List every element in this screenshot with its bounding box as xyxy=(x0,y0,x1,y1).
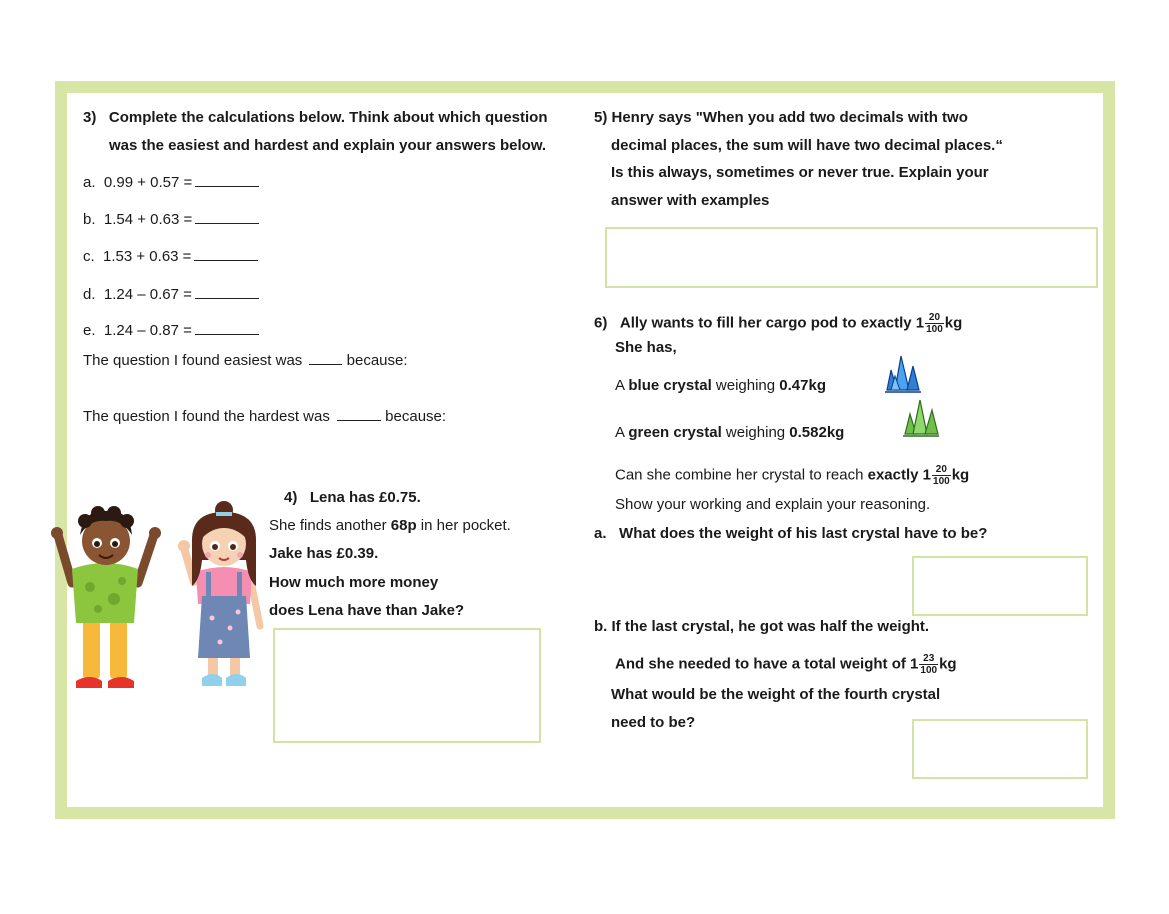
fraction: $\frac{20}{100}$ xyxy=(933,464,950,487)
answer-blank[interactable] xyxy=(337,406,381,421)
answer-blank[interactable] xyxy=(195,209,259,224)
q3-item-b: b. 1.54 + 0.63 = xyxy=(83,209,259,229)
q3-line1: 3) Complete the calculations below. Think about which question xyxy=(83,109,548,126)
q6b-line4: need to be? xyxy=(611,714,696,731)
q6-show: Show your working and explain your reasoning. xyxy=(615,496,931,513)
q6-she-has: She has, xyxy=(615,339,677,356)
q6b-line1: b. If the last crystal, he got was half the weight. xyxy=(594,618,930,635)
q6b-line3: What would be the weight of the fourth crystal xyxy=(611,686,941,703)
q6b-line2: And she needed to have a total weight of 1 $\frac{23}{100}$ kg xyxy=(615,653,957,676)
q4-answer-box[interactable] xyxy=(273,628,541,743)
q3-item-e: e. 1.24 – 0.87 = xyxy=(83,320,259,340)
girl-illustration xyxy=(176,500,271,695)
q6-green-crystal: A green crystal weighing 0.582kg xyxy=(615,424,845,441)
answer-blank[interactable] xyxy=(195,172,259,187)
q6-intro: 6) Ally wants to fill her cargo pod to exactly 1 $\frac{20}{100}$ kg xyxy=(594,312,963,335)
q5-line4: answer with examples xyxy=(611,192,770,209)
blue-crystal-icon xyxy=(883,352,923,394)
q6-blue-crystal: A blue crystal weighing 0.47kg xyxy=(615,377,826,394)
q5-answer-box[interactable] xyxy=(605,227,1098,288)
fraction: $\frac{23}{100}$ xyxy=(920,653,938,676)
fraction: $\frac{20}{100}$ xyxy=(926,312,943,335)
answer-blank[interactable] xyxy=(309,350,342,365)
answer-blank[interactable] xyxy=(195,320,259,335)
q6a-question: a. What does the weight of his last crystal have to be? xyxy=(594,525,988,542)
q4-line2: Jake has £0.39. xyxy=(269,545,379,562)
q4-line1: She finds another 68p in her pocket. xyxy=(269,517,511,534)
q6-combine: Can she combine her crystal to reach exactly 1 $\frac{20}{100}$ kg xyxy=(615,464,970,487)
green-crystal-icon xyxy=(901,398,941,438)
worksheet-inner xyxy=(67,93,1103,807)
q3-line2: was the easiest and hardest and explain your answers below. xyxy=(109,137,547,154)
boy-illustration xyxy=(50,505,165,695)
q5-line1: 5) Henry says "When you add two decimals with two xyxy=(594,109,968,126)
answer-blank[interactable] xyxy=(194,246,258,261)
q5-line3: Is this always, sometimes or never true. Explain your xyxy=(611,164,989,181)
q3-easiest: The question I found easiest was because: xyxy=(83,352,408,369)
q3-item-c: c. 1.53 + 0.63 = xyxy=(83,246,258,266)
q5-line2: decimal places, the sum will have two decimal places.“ xyxy=(611,137,1003,154)
q3-item-a: a. 0.99 + 0.57 = xyxy=(83,172,259,192)
answer-blank[interactable] xyxy=(195,284,259,299)
q6b-answer-box[interactable] xyxy=(912,719,1088,779)
q4-line3: How much more money xyxy=(269,574,439,591)
q4-title: 4) Lena has £0.75. xyxy=(284,489,421,506)
q6a-answer-box[interactable] xyxy=(912,556,1088,616)
q3-hardest: The question I found the hardest was because: xyxy=(83,408,447,425)
q4-line4: does Lena have than Jake? xyxy=(269,602,465,619)
q3-item-d: d. 1.24 – 0.67 = xyxy=(83,284,259,304)
